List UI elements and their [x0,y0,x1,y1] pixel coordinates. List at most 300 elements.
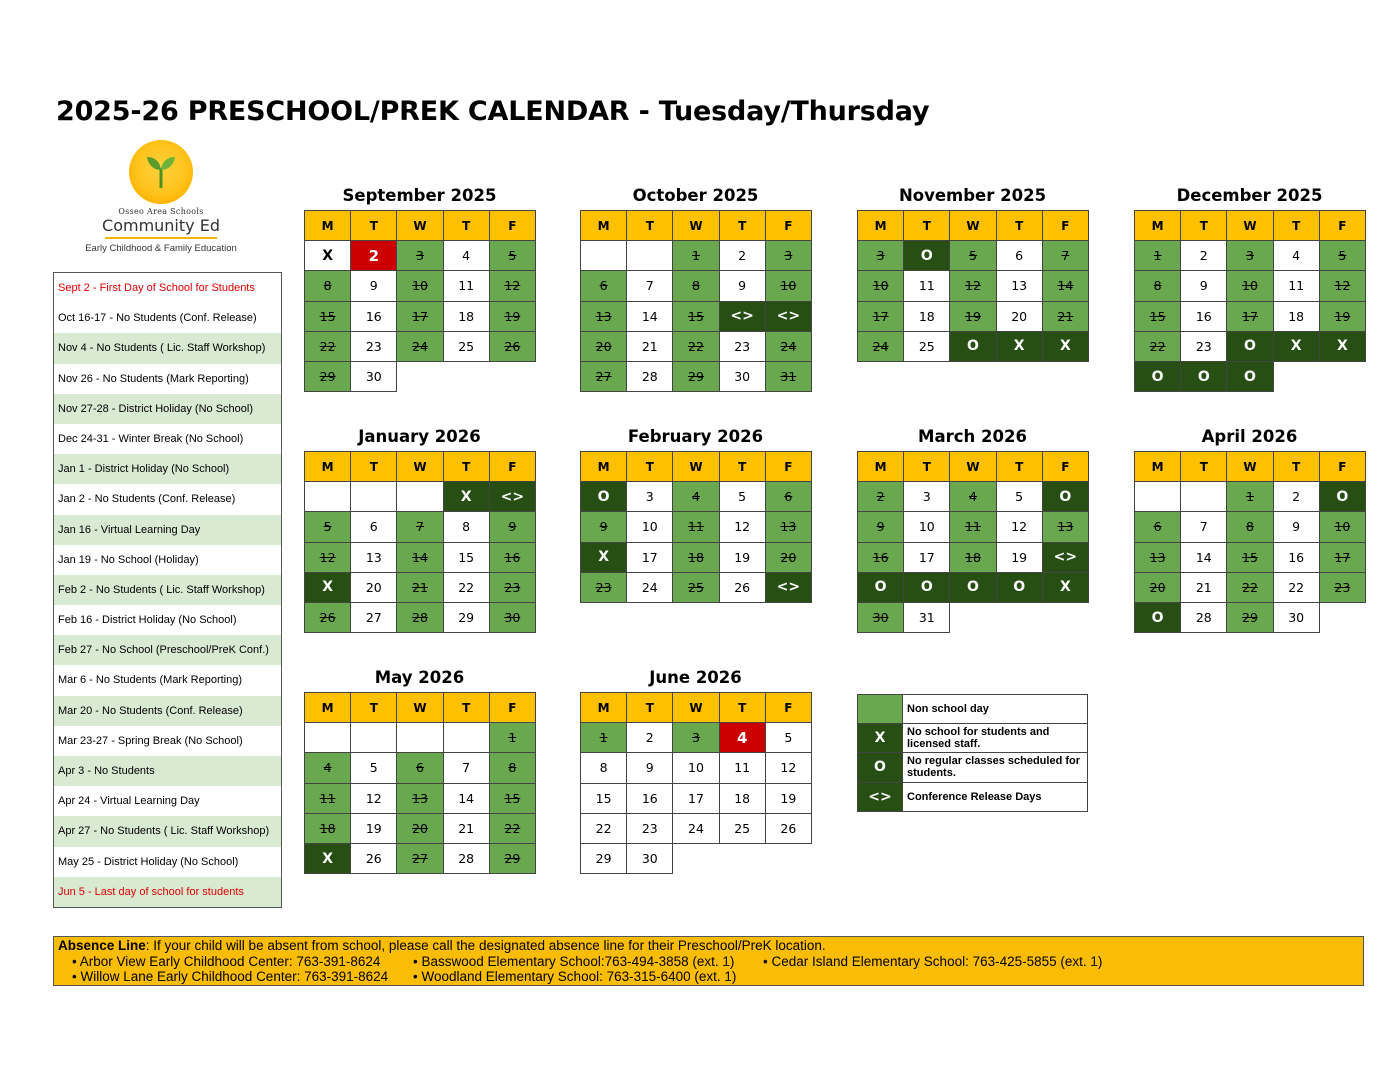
absence-contact: • Woodland Elementary School: 763-315-6400 (ext. 1) [413,969,737,984]
day-cell [580,240,627,271]
day-cell: 3 [626,481,673,512]
day-cell: 23 [1180,331,1227,362]
weekday-header: M [304,451,351,482]
day-cell: 11 [672,511,719,542]
day-cell: 29 [489,843,536,874]
weekday-header: F [1319,210,1366,241]
district-name: Osseo Area Schools [118,207,204,216]
day-cell: 28 [396,602,443,633]
day-cell: 17 [396,301,443,332]
month-title: September 2025 [342,186,497,205]
weekday-header: W [949,210,996,241]
day-cell: 14 [626,301,673,332]
event-item: Mar 6 - No Students (Mark Reporting) [58,674,243,687]
day-cell: 26 [304,602,351,633]
day-cell: 8 [489,752,536,783]
day-cell: 5 [765,722,812,753]
month-title: June 2026 [649,668,742,687]
weekday-header: M [580,692,627,723]
day-cell: 18 [443,301,490,332]
event-item: Jun 5 - Last day of school for students [54,877,281,907]
day-cell: 10 [396,270,443,301]
day-cell: 22 [304,331,351,362]
month-calendar [580,182,811,391]
logo-divider [105,237,217,239]
day-cell: 19 [489,301,536,332]
day-cell: 23 [580,572,627,603]
day-cell: 26 [719,572,766,603]
day-cell: 29 [580,843,627,874]
day-cell: O [1180,361,1227,392]
day-cell: 3 [765,240,812,271]
day-cell: 30 [626,843,673,874]
day-cell: 8 [1134,270,1181,301]
day-cell: 6 [580,270,627,301]
legend-key [857,694,903,724]
day-cell: 3 [672,722,719,753]
day-cell: 5 [996,481,1043,512]
day-cell: 15 [443,542,490,573]
day-cell: 21 [1042,301,1089,332]
day-cell: 5 [489,240,536,271]
month-grid [580,451,811,602]
day-cell: 23 [1319,572,1366,603]
event-item: Nov 26 - No Students (Mark Reporting) [58,372,249,385]
weekday-header: T [626,451,673,482]
legend-row [857,723,1088,753]
event-item: Apr 27 - No Students ( Lic. Staff Workshop) [54,816,281,846]
day-cell: 16 [1180,301,1227,332]
month-title: February 2026 [627,427,764,446]
day-cell: 18 [719,783,766,814]
day-cell: 17 [1319,542,1366,573]
absence-contact: • Arbor View Early Childhood Center: 763-391-8624 [72,953,381,969]
weekday-header: F [765,210,812,241]
weekday-header: F [765,451,812,482]
day-cell: 23 [626,813,673,844]
day-cell: 23 [489,572,536,603]
absence-contact: • Cedar Island Elementary School: 763-425-5855 (ext. 1) [763,953,1103,969]
day-cell: 2 [1273,481,1320,512]
day-cell: X [996,331,1043,362]
day-cell: O [903,240,950,271]
month-calendar [857,182,1088,361]
day-cell: 13 [396,783,443,814]
day-cell: 17 [903,542,950,573]
day-cell: 14 [443,783,490,814]
legend-row [857,694,1088,724]
day-cell: 7 [443,752,490,783]
day-cell: 9 [719,270,766,301]
day-cell: 20 [350,572,397,603]
month-grid [857,451,1088,632]
day-cell: 17 [626,542,673,573]
day-cell: 21 [443,813,490,844]
weekday-header: T [719,451,766,482]
day-cell [304,722,351,753]
day-cell: X [1042,572,1089,603]
weekday-header: T [1180,210,1227,241]
day-cell: 1 [1134,240,1181,271]
events-list [53,272,282,908]
day-cell: 15 [672,301,719,332]
day-cell: O [1042,481,1089,512]
weekday-header: M [580,451,627,482]
day-cell: 22 [489,813,536,844]
day-cell: X [1273,331,1320,362]
weekday-header: W [396,451,443,482]
day-cell: 30 [1273,602,1320,633]
event-item: Oct 16-17 - No Students (Conf. Release) [58,312,257,325]
day-cell: 3 [903,481,950,512]
day-cell: 30 [489,602,536,633]
day-cell: 26 [765,813,812,844]
day-cell: 17 [672,783,719,814]
day-cell: 7 [626,270,673,301]
page-title: 2025-26 PRESCHOOL/PREK CALENDAR - Tuesday/Thursday [56,96,930,127]
weekday-header: M [304,210,351,241]
day-cell: 2 [857,481,904,512]
weekday-header: F [1042,210,1089,241]
day-cell [443,722,490,753]
event-item: Nov 4 - No Students ( Lic. Staff Workshop) [54,333,281,363]
day-cell: 24 [672,813,719,844]
day-cell: 30 [857,602,904,633]
day-cell: 25 [672,572,719,603]
weekday-header: M [857,210,904,241]
day-cell: 28 [626,361,673,392]
weekday-header: T [350,692,397,723]
day-cell: 5 [350,752,397,783]
weekday-header: M [1134,451,1181,482]
absence-label: Absence Line [58,938,146,953]
weekday-header: F [765,692,812,723]
day-cell: 30 [719,361,766,392]
legend-key: O [857,752,903,782]
day-cell: O [1134,361,1181,392]
day-cell: 6 [350,511,397,542]
day-cell: 4 [304,752,351,783]
day-cell: 11 [903,270,950,301]
day-cell [396,722,443,753]
weekday-header: T [719,692,766,723]
day-cell: 4 [719,722,766,753]
day-cell: 11 [1273,270,1320,301]
day-cell: 5 [1319,240,1366,271]
day-cell: 31 [903,602,950,633]
event-item: Nov 27-28 - District Holiday (No School) [54,394,281,424]
day-cell: 27 [396,843,443,874]
weekday-header: W [672,451,719,482]
day-cell: 18 [903,301,950,332]
day-cell: O [580,481,627,512]
day-cell: 3 [396,240,443,271]
day-cell: 10 [626,511,673,542]
month-grid [1134,210,1365,391]
month-title: April 2026 [1201,427,1298,446]
day-cell: 13 [580,301,627,332]
day-cell: 5 [304,511,351,542]
day-cell: 3 [1226,240,1273,271]
month-title: January 2026 [358,427,481,446]
day-cell: 9 [626,752,673,783]
day-cell: 1 [489,722,536,753]
day-cell: 1 [672,240,719,271]
month-title: October 2025 [632,186,759,205]
weekday-header: T [350,451,397,482]
day-cell: 21 [1180,572,1227,603]
day-cell: O [1319,481,1366,512]
day-cell: 27 [580,361,627,392]
day-cell: 7 [1042,240,1089,271]
day-cell: 16 [1273,542,1320,573]
day-cell: 25 [719,813,766,844]
day-cell: X [580,542,627,573]
day-cell: X [304,240,351,271]
day-cell: 2 [719,240,766,271]
day-cell: 30 [350,361,397,392]
day-cell: 5 [719,481,766,512]
day-cell: 29 [1226,602,1273,633]
day-cell: O [857,572,904,603]
weekday-header: W [1226,451,1273,482]
weekday-header: T [1273,451,1320,482]
day-cell: 28 [1180,602,1227,633]
day-cell: 12 [350,783,397,814]
day-cell: 16 [350,301,397,332]
day-cell [626,240,673,271]
day-cell: 12 [1319,270,1366,301]
community-ed-name: Community Ed [102,216,220,235]
day-cell: 21 [396,572,443,603]
day-cell: 19 [765,783,812,814]
day-cell: 26 [489,331,536,362]
community-ed-logo [80,140,242,264]
day-cell: 4 [949,481,996,512]
day-cell: 25 [903,331,950,362]
day-cell: 22 [1226,572,1273,603]
month-title: May 2026 [374,668,465,687]
day-cell: 10 [672,752,719,783]
day-cell: O [903,572,950,603]
day-cell: 7 [396,511,443,542]
day-cell: 24 [857,331,904,362]
absence-contact: • Basswood Elementary School:763-494-3858 (ext. 1) [413,953,735,969]
event-item: Mar 23-27 - Spring Break (No School) [58,734,243,747]
day-cell: 14 [396,542,443,573]
day-cell: 9 [857,511,904,542]
month-calendar [580,423,811,602]
event-item: Feb 27 - No School (Preschool/PreK Conf.) [54,635,281,665]
event-item: Jan 2 - No Students (Conf. Release) [58,493,236,506]
day-cell: 8 [1226,511,1273,542]
event-item: Jan 16 - Virtual Learning Day [54,515,281,545]
sun-sprout-icon [129,140,193,204]
day-cell: 9 [1273,511,1320,542]
day-cell: <> [1042,542,1089,573]
day-cell: O [1226,361,1273,392]
weekday-header: T [996,451,1043,482]
day-cell: X [304,843,351,874]
day-cell: 15 [580,783,627,814]
day-cell [350,722,397,753]
day-cell: O [996,572,1043,603]
day-cell: O [1134,602,1181,633]
day-cell: 1 [580,722,627,753]
day-cell: <> [765,301,812,332]
weekday-header: W [396,210,443,241]
day-cell: X [443,481,490,512]
weekday-header: W [1226,210,1273,241]
day-cell: 17 [857,301,904,332]
event-item: Apr 24 - Virtual Learning Day [58,795,200,808]
event-item: Feb 16 - District Holiday (No School) [58,614,237,627]
month-calendar [304,182,535,391]
weekday-header: M [580,210,627,241]
day-cell: 21 [626,331,673,362]
day-cell [1180,481,1227,512]
day-cell: 18 [304,813,351,844]
day-cell: <> [765,572,812,603]
day-cell: 10 [903,511,950,542]
day-cell: 20 [765,542,812,573]
day-cell: 29 [304,361,351,392]
month-title: November 2025 [898,186,1047,205]
event-item: Sept 2 - First Day of School for Students [58,282,255,294]
day-cell: 22 [1273,572,1320,603]
day-cell: 19 [949,301,996,332]
day-cell: 20 [580,331,627,362]
day-cell: 13 [1042,511,1089,542]
day-cell: 22 [1134,331,1181,362]
weekday-header: T [1273,210,1320,241]
day-cell: 2 [350,240,397,271]
weekday-header: M [857,451,904,482]
day-cell: 12 [996,511,1043,542]
weekday-header: T [719,210,766,241]
weekday-header: T [626,210,673,241]
legend-key: X [857,723,903,753]
day-cell: 15 [1226,542,1273,573]
legend-text: No regular classes scheduled for students. [903,752,1088,782]
day-cell: 15 [1134,301,1181,332]
weekday-header: M [1134,210,1181,241]
day-cell: 29 [443,602,490,633]
weekday-header: T [626,692,673,723]
day-cell: 3 [857,240,904,271]
day-cell: 11 [443,270,490,301]
day-cell: 16 [626,783,673,814]
day-cell: 25 [443,331,490,362]
day-cell: 11 [304,783,351,814]
month-grid [304,451,535,632]
day-cell: 24 [626,572,673,603]
month-grid [1134,451,1365,632]
day-cell: 14 [1180,542,1227,573]
day-cell: X [1042,331,1089,362]
day-cell: 19 [996,542,1043,573]
day-cell: 12 [719,511,766,542]
absence-line-box [53,936,1364,986]
day-cell: 5 [949,240,996,271]
day-cell: 20 [396,813,443,844]
day-cell: 17 [1226,301,1273,332]
day-cell: 7 [1180,511,1227,542]
weekday-header: T [443,210,490,241]
day-cell: 23 [719,331,766,362]
day-cell: 15 [489,783,536,814]
day-cell: O [949,572,996,603]
day-cell: 13 [996,270,1043,301]
day-cell: 11 [949,511,996,542]
day-cell: 29 [672,361,719,392]
weekday-header: W [949,451,996,482]
weekday-header: T [1180,451,1227,482]
day-cell: 18 [672,542,719,573]
day-cell: 18 [1273,301,1320,332]
month-calendar [304,423,535,632]
legend-text: Conference Release Days [903,782,1088,812]
legend-text: Non school day [903,694,1088,724]
day-cell: 22 [672,331,719,362]
weekday-header: M [304,692,351,723]
day-cell: 4 [1273,240,1320,271]
day-cell: 9 [350,270,397,301]
day-cell: 26 [350,843,397,874]
weekday-header: F [489,210,536,241]
absence-text: : If your child will be absent from school, please call the designated absence line for their Preschool/PreK location. [145,938,826,953]
absence-row-1 [58,954,1359,970]
day-cell: 12 [949,270,996,301]
absence-intro [58,938,1359,954]
weekday-header: W [672,692,719,723]
day-cell: 8 [672,270,719,301]
day-cell [304,481,351,512]
event-item: Mar 20 - No Students (Conf. Release) [54,696,281,726]
day-cell: 8 [580,752,627,783]
month-calendar [580,664,811,873]
day-cell: 12 [765,752,812,783]
day-cell: 13 [1134,542,1181,573]
day-cell: 10 [1319,511,1366,542]
day-cell: 6 [765,481,812,512]
day-cell: 24 [765,331,812,362]
event-item: May 25 - District Holiday (No School) [58,855,239,868]
absence-row-2 [58,969,1359,985]
weekday-header: F [489,692,536,723]
day-cell: 19 [719,542,766,573]
day-cell: 18 [949,542,996,573]
day-cell: 19 [1319,301,1366,332]
day-cell: 23 [350,331,397,362]
day-cell: 28 [443,843,490,874]
legend-row [857,782,1088,812]
day-cell: 9 [1180,270,1227,301]
day-cell: 6 [1134,511,1181,542]
day-cell: X [1319,331,1366,362]
day-cell: 1 [1226,481,1273,512]
day-cell: <> [719,301,766,332]
day-cell: 15 [304,301,351,332]
weekday-header: W [396,692,443,723]
day-cell: 22 [443,572,490,603]
day-cell [1134,481,1181,512]
day-cell: 10 [1226,270,1273,301]
legend-row [857,752,1088,782]
event-item: Apr 3 - No Students [54,756,281,786]
day-cell: 2 [1180,240,1227,271]
month-calendar [1134,423,1365,632]
